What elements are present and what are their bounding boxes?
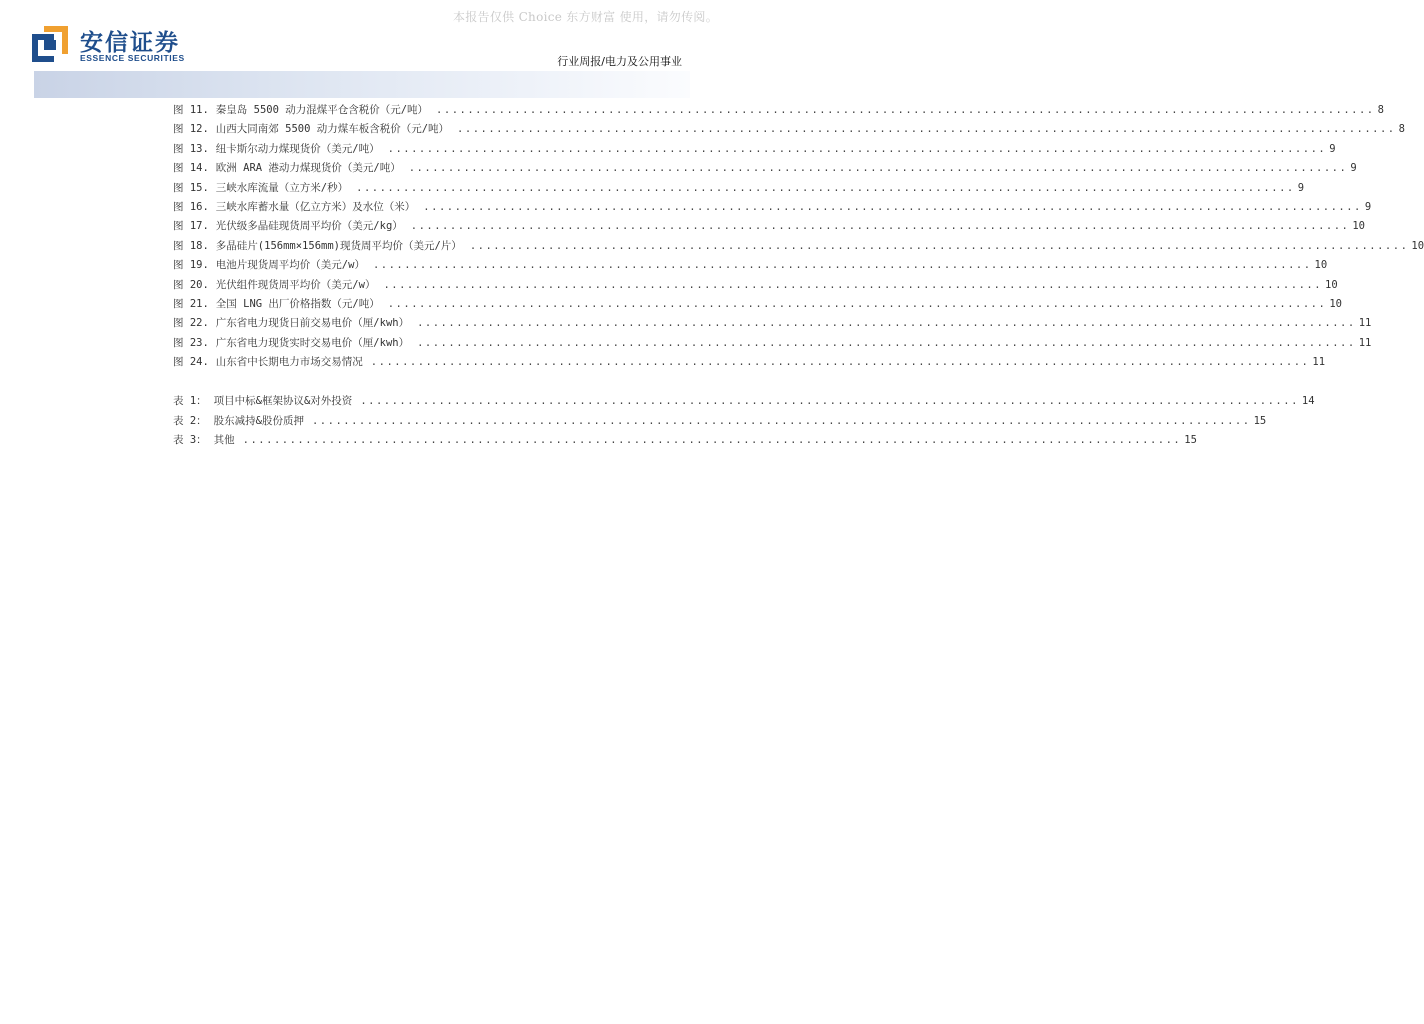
toc-leader-dots: ........................................................................................................................ bbox=[436, 104, 1375, 116]
toc-entry-title: 多晶硅片(156mm×156mm)现货周平均价（美元/片） bbox=[215, 239, 462, 252]
toc-divider bbox=[173, 372, 683, 392]
header-band bbox=[34, 71, 690, 98]
toc-entry-number: 图 13. bbox=[173, 142, 209, 155]
toc-entry-number: 表 1： bbox=[173, 395, 207, 408]
toc-leader-dots: ........................................................................................................................ bbox=[417, 336, 1356, 349]
toc-entry-title: 全国 LNG 出厂价格指数（元/吨） bbox=[215, 297, 380, 310]
report-type-label: 行业周报/电力及公用事业 bbox=[557, 55, 682, 68]
toc-leader-dots: ........................................................................................................................ bbox=[469, 239, 1409, 252]
toc-entry-title: 其他 bbox=[213, 434, 235, 447]
toc-leader-dots: ........................................................................................................................ bbox=[242, 434, 1182, 447]
toc-page-number: 14 bbox=[1301, 395, 1315, 408]
toc-figure-entry[interactable] bbox=[173, 314, 1372, 333]
toc-table-entry[interactable] bbox=[173, 392, 1315, 411]
toc-entry-number: 图 17. bbox=[173, 220, 209, 233]
toc-entry-title: 欧洲 ARA 港动力煤现货价（美元/吨） bbox=[215, 162, 401, 175]
toc-entry-number: 图 14. bbox=[173, 162, 209, 175]
toc-figure-entry[interactable] bbox=[173, 198, 1372, 217]
toc-entry-title: 三峡水库流量（立方米/秒） bbox=[215, 181, 349, 194]
toc-entry-title: 广东省电力现货日前交易电价（厘/kwh） bbox=[215, 317, 410, 330]
toc-entry-number: 图 16. bbox=[173, 200, 209, 213]
toc-leader-dots: ........................................................................................................................ bbox=[372, 259, 1312, 272]
toc-figure-entry[interactable] bbox=[173, 353, 1326, 372]
toc-page-number: 10 bbox=[1352, 220, 1366, 233]
logo-name-en: ESSENCE SECURITIES bbox=[80, 53, 185, 63]
toc-leader-dots: ........................................................................................................................ bbox=[457, 123, 1396, 136]
toc-entry-number: 图 12. bbox=[173, 123, 209, 136]
toc-entry-number: 图 18. bbox=[173, 239, 209, 252]
toc-entry-title: 三峡水库蓄水量（亿立方米）及水位（米） bbox=[215, 200, 416, 213]
toc-page-number: 15 bbox=[1184, 434, 1197, 447]
toc-entry-title: 山西大同南郊 5500 动力煤车板含税价（元/吨） bbox=[215, 123, 450, 136]
toc-entry-number: 图 23. bbox=[173, 336, 209, 349]
toc-entry-title: 秦皇岛 5500 动力混煤平仓含税价（元/吨） bbox=[215, 104, 429, 116]
toc-figure-entry[interactable] bbox=[173, 101, 1384, 120]
toc-figure-entry[interactable] bbox=[173, 276, 1338, 295]
logo-mark-icon bbox=[32, 26, 68, 62]
toc-entry-number: 图 19. bbox=[173, 259, 209, 272]
toc-page-number: 15 bbox=[1253, 414, 1267, 427]
toc-entry-number: 图 20. bbox=[173, 278, 209, 291]
toc-entry-title: 股东减持&股份质押 bbox=[213, 414, 304, 427]
toc-entry-number: 图 22. bbox=[173, 317, 209, 330]
company-logo bbox=[32, 24, 192, 68]
toc-leader-dots: ........................................................................................................................ bbox=[360, 395, 1299, 408]
table-list bbox=[173, 392, 1315, 450]
toc-page-number: 10 bbox=[1411, 239, 1424, 252]
toc-figure-entry[interactable] bbox=[173, 237, 1424, 256]
toc-leader-dots: ........................................................................................................................ bbox=[417, 317, 1356, 330]
figure-list bbox=[173, 101, 1424, 372]
toc-page-number: 8 bbox=[1398, 123, 1405, 136]
toc-page-number: 8 bbox=[1377, 104, 1384, 116]
toc-leader-dots: ........................................................................................................................ bbox=[408, 162, 1348, 175]
toc-leader-dots: ........................................................................................................................ bbox=[370, 356, 1310, 369]
toc-entry-number: 图 21. bbox=[173, 297, 209, 310]
toc-page-number: 11 bbox=[1312, 356, 1326, 369]
toc-page-number: 10 bbox=[1314, 259, 1328, 272]
toc-page-number: 9 bbox=[1364, 200, 1372, 213]
toc-entry-title: 项目中标&框架协议&对外投资 bbox=[213, 395, 353, 408]
toc-entry-title: 纽卡斯尔动力煤现货价（美元/吨） bbox=[215, 142, 380, 155]
toc-figure-entry[interactable] bbox=[173, 140, 1336, 159]
toc-leader-dots: ........................................................................................................................ bbox=[387, 142, 1327, 155]
toc-entry-number: 图 15. bbox=[173, 181, 209, 194]
toc-leader-dots: ........................................................................................................................ bbox=[311, 414, 1251, 427]
toc-figure-entry[interactable] bbox=[173, 217, 1366, 236]
toc-page-number: 11 bbox=[1358, 336, 1372, 349]
toc-entry-number: 图 11. bbox=[173, 104, 209, 116]
toc-figure-entry[interactable] bbox=[173, 120, 1405, 139]
toc-page-number: 9 bbox=[1329, 142, 1336, 155]
toc-page-number: 10 bbox=[1329, 297, 1342, 310]
toc-figure-entry[interactable] bbox=[173, 159, 1357, 178]
toc-entry-title: 广东省电力现货实时交易电价（厘/kwh） bbox=[215, 336, 410, 349]
toc-leader-dots: ........................................................................................................................ bbox=[423, 200, 1362, 213]
toc-entry-title: 光伏组件现货周平均价（美元/w） bbox=[215, 278, 376, 291]
toc-entry-title: 山东省中长期电力市场交易情况 bbox=[215, 356, 363, 369]
toc-entry-title: 光伏级多晶硅现货周平均价（美元/kg） bbox=[215, 220, 403, 233]
toc-figure-entry[interactable] bbox=[173, 179, 1305, 198]
toc-page-number: 10 bbox=[1325, 278, 1338, 291]
toc-table-entry[interactable] bbox=[173, 431, 1197, 450]
toc-entry-number: 表 3： bbox=[173, 434, 207, 447]
toc-table-entry[interactable] bbox=[173, 412, 1267, 431]
toc-leader-dots: ........................................................................................................................ bbox=[387, 297, 1327, 310]
table-of-contents bbox=[173, 101, 1424, 451]
logo-name-cn: 安信证券 bbox=[80, 30, 180, 56]
toc-leader-dots: ........................................................................................................................ bbox=[356, 181, 1295, 194]
toc-leader-dots: ........................................................................................................................ bbox=[383, 278, 1323, 291]
toc-figure-entry[interactable] bbox=[173, 256, 1328, 275]
toc-entry-number: 表 2： bbox=[173, 414, 207, 427]
toc-page-number: 9 bbox=[1350, 162, 1357, 175]
toc-entry-number: 图 24. bbox=[173, 356, 209, 369]
toc-figure-entry[interactable] bbox=[173, 334, 1372, 353]
toc-page-number: 9 bbox=[1297, 181, 1305, 194]
toc-page-number: 11 bbox=[1358, 317, 1372, 330]
toc-leader-dots: ........................................................................................................................ bbox=[410, 220, 1350, 233]
watermark-text: 本报告仅供 Choice 东方财富 使用，请勿传阅。 bbox=[452, 10, 718, 24]
toc-entry-title: 电池片现货周平均价（美元/w） bbox=[215, 259, 365, 272]
toc-figure-entry[interactable] bbox=[173, 295, 1342, 314]
